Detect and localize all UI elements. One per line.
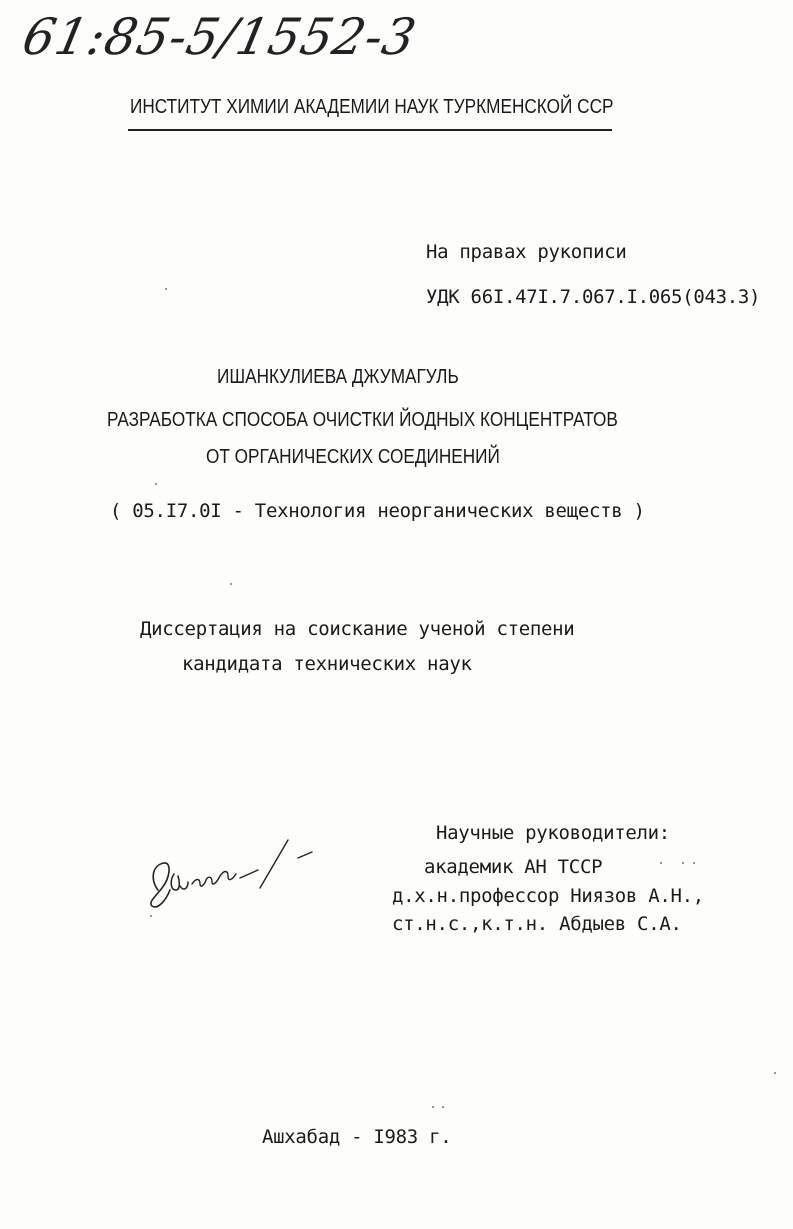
- supervisor-line-1: академик АН ТССР: [424, 856, 603, 878]
- scan-speck: [682, 862, 684, 864]
- udc-code: УДК 66I.47I.7.067.I.065(043.3): [426, 286, 761, 308]
- scan-speck: [660, 862, 662, 864]
- supervisor-line-2: д.х.н.профессор Ниязов А.Н.,: [392, 885, 704, 907]
- scan-speck: [150, 915, 152, 917]
- dissertation-line-2: кандидата технических наук: [182, 653, 472, 675]
- scan-speck: [155, 483, 157, 485]
- scan-speck: [165, 288, 167, 290]
- scan-speck: [774, 1072, 776, 1074]
- scan-speck: [442, 1106, 444, 1108]
- scan-speck: [230, 583, 232, 585]
- institute-underline: [128, 129, 612, 131]
- dissertation-line-1: Диссертация на соискание ученой степени: [140, 618, 575, 640]
- title-line-1: РАЗРАБОТКА СПОСОБА ОЧИСТКИ ЙОДНЫХ КОНЦЕНТРАТОВ: [107, 409, 618, 431]
- supervisors-heading: Научные руководители:: [436, 822, 670, 844]
- institute-heading: ИНСТИТУТ ХИМИИ АКАДЕМИИ НАУК ТУРКМЕНСКОЙ ССР: [130, 96, 614, 118]
- author-name: ИШАНКУЛИЕВА ДЖУМАГУЛЬ: [217, 366, 459, 388]
- place-and-year: Ашхабад - I983 г.: [262, 1126, 452, 1148]
- title-line-2: ОТ ОРГАНИЧЕСКИХ СОЕДИНЕНИЙ: [206, 446, 500, 468]
- signature-scribble: [140, 830, 340, 930]
- specialty-code: ( 05.I7.0I - Технология неорганических веществ ): [110, 500, 645, 522]
- manuscript-rights-label: На правах рукописи: [426, 241, 627, 263]
- archive-number-handwritten: 61:85-5/1552-3: [17, 8, 422, 66]
- scan-speck: [693, 862, 695, 864]
- supervisor-line-3: ст.н.с.,к.т.н. Абдыев С.А.: [392, 913, 682, 935]
- scan-speck: [432, 1106, 434, 1108]
